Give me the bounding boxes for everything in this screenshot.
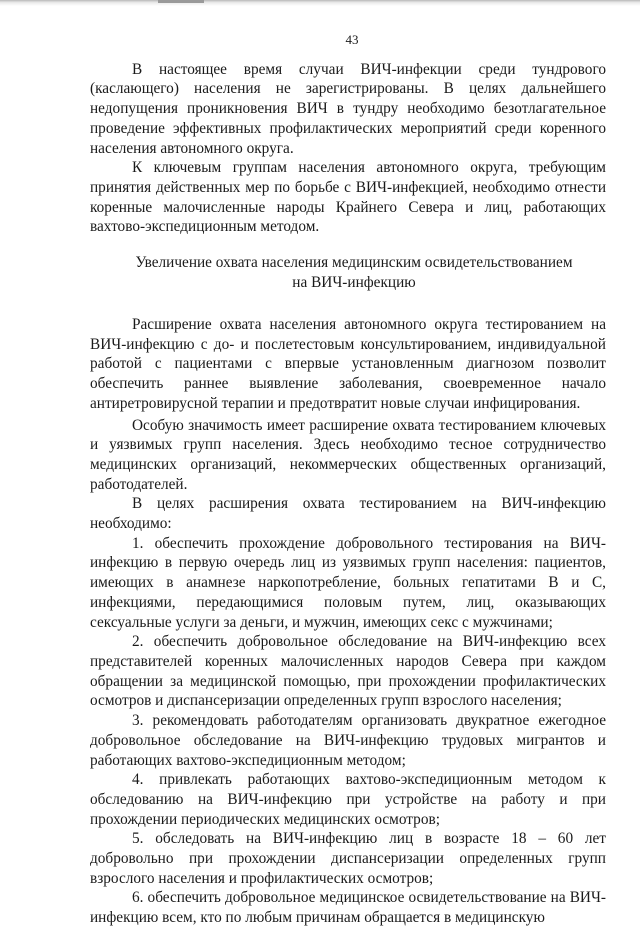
section-heading-line-2: на ВИЧ-инфекцию [292, 274, 416, 292]
body-paragraph-3: В целях расширения охвата тестированием на ВИЧ-инфекцию необходимо: [90, 495, 606, 533]
measure-item-4: 4. привлекать работающих вахтово-экспедиционным методом к обследованию на ВИЧ-инфекцию при устройстве на работу и при прохождении периодических медицинских осмотров; [90, 771, 606, 828]
measure-item-5: 5. обследовать на ВИЧ-инфекцию лиц в возрасте 18 – 60 лет добровольно при прохождении диспансеризации определенных групп взрослого населения и профилактических осмотров; [90, 830, 606, 887]
scan-edge-mark [158, 0, 204, 3]
measure-item-2: 2. обеспечить добровольное обследование на ВИЧ-инфекцию всех представителей коренных малочисленных народов Севера при каждом обращении за медицинской помощью, при прохождении профилактических осмотров и диспансеризации определенных групп взрослого населения; [90, 633, 606, 710]
body-paragraph-1: Расширение охвата населения автономного округа тестированием на ВИЧ-инфекцию с до- и послетестовым консультированием, индивидуальной работой с пациентами с впервые установленным диагнозом позволит обеспечить раннее выявление заболевания, своевременное начало антиретровирусной терапии и предотвратит новые случаи инфицирования. [90, 316, 606, 412]
scan-top-edge [0, 0, 640, 6]
intro-paragraph-1: В настоящее время случаи ВИЧ-инфекции среди тундрового (каслающего) населения не зарегистрированы. В целях дальнейшего недопущения проникновения ВИЧ в тундру необходимо безотлагательное проведение эффективных профилактических мероприятий среди коренного населения автономного округа. [90, 60, 606, 157]
section-heading [90, 253, 606, 293]
body-paragraph-2: Особую значимость имеет расширение охвата тестированием ключевых и уязвимых групп населения. Здесь необходимо тесное сотрудничество медицинских организаций, некоммерческих общественных организаций, работодателей. [90, 416, 606, 493]
measure-item-1: 1. обеспечить прохождение добровольного тестирования на ВИЧ-инфекцию в первую очередь лиц из уязвимых групп населения: пациентов, имеющих в анамнезе наркопотребление, больных гепатитами В и С, инфекциями, передающимися половым путем, лиц, оказывающих сексуальные услуги за деньги, и мужчин, имеющих секс с мужчинами; [90, 534, 606, 631]
intro-paragraph-2: К ключевым группам населения автономного округа, требующим принятия действенных мер по борьбе с ВИЧ-инфекцией, необходимо отнести коренные малочисленные народы Крайнего Севера и лиц, работающих вахтово-экспедиционным методом. [90, 159, 606, 236]
section-heading-line-1: Увеличение охвата населения медицинским освидетельствованием [135, 254, 573, 272]
page-number: 43 [345, 32, 359, 47]
measure-item-6: 6. обеспечить добровольное медицинское освидетельствование на ВИЧ-инфекцию всем, кто по любым причинам обращается в медицинскую [90, 889, 606, 927]
measure-item-3: 3. рекомендовать работодателям организовать двукратное ежегодное добровольное обследование на ВИЧ-инфекцию трудовых мигрантов и работающих вахтово-экспедиционным методом; [90, 712, 606, 769]
document-page [90, 30, 606, 928]
